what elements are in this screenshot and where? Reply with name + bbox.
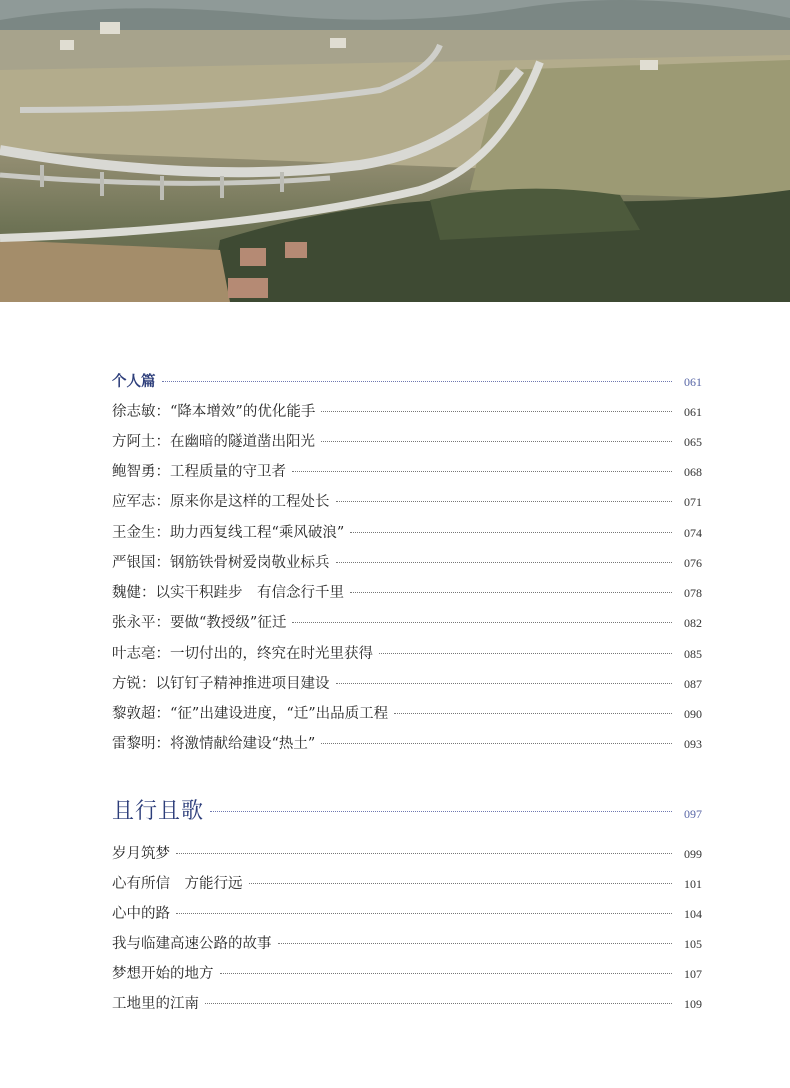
dot-leader — [292, 622, 672, 623]
entry-title: 严银国：钢筋铁骨树爱岗敬业标兵 — [112, 555, 330, 571]
dot-leader — [394, 713, 672, 714]
entry-title: 王金生：助力西复线工程“乘风破浪” — [112, 525, 345, 541]
page-number: 078 — [684, 586, 702, 600]
toc-entry[interactable] — [112, 962, 702, 984]
page-number: 107 — [684, 967, 702, 981]
dot-leader — [321, 743, 672, 744]
toc-entry[interactable] — [112, 992, 702, 1014]
dot-leader — [176, 913, 672, 914]
aerial-highway-photo — [0, 0, 790, 302]
dot-leader — [321, 441, 672, 442]
page-number: 097 — [684, 807, 702, 821]
dot-leader — [220, 973, 673, 974]
page-number: 090 — [684, 707, 702, 721]
toc-entry[interactable] — [112, 460, 702, 482]
dot-leader — [336, 683, 673, 684]
entry-title: 徐志敏：“降本增效”的优化能手 — [112, 404, 316, 420]
dot-leader — [210, 811, 672, 812]
toc-entry[interactable] — [112, 581, 702, 603]
page-number: 093 — [684, 737, 702, 751]
entry-title: 方阿土：在幽暗的隧道凿出阳光 — [112, 434, 315, 450]
page-number: 099 — [684, 847, 702, 861]
entry-title: 黎敦超：“征”出建设进度，“迁”出品质工程 — [112, 706, 389, 722]
page-number: 085 — [684, 647, 702, 661]
entry-title: 心有所信 方能行远 — [112, 876, 243, 892]
part-title: 且行且歌 — [112, 799, 205, 824]
page-number: 105 — [684, 937, 702, 951]
entry-title: 应军志：原来你是这样的工程处长 — [112, 494, 330, 510]
toc-entry[interactable] — [112, 672, 702, 694]
entry-title: 岁月筑梦 — [112, 846, 170, 862]
entry-title: 叶志亳：一切付出的，终究在时光里获得 — [112, 646, 373, 662]
toc-entry[interactable] — [112, 642, 702, 664]
entry-title: 心中的路 — [112, 906, 170, 922]
entry-title: 方锐：以钉钉子精神推进项目建设 — [112, 676, 330, 692]
entry-title: 鲍智勇：工程质量的守卫者 — [112, 464, 286, 480]
toc-entry[interactable] — [112, 702, 702, 724]
page-number: 082 — [684, 616, 702, 630]
dot-leader — [205, 1003, 672, 1004]
page-number: 101 — [684, 877, 702, 891]
entry-title: 魏健：以实干积跬步 有信念行千里 — [112, 585, 344, 601]
toc-section-header[interactable] — [112, 370, 702, 392]
dot-leader — [278, 943, 673, 944]
entry-title: 我与临建高速公路的故事 — [112, 936, 272, 952]
toc-entry[interactable] — [112, 611, 702, 633]
toc-entry[interactable] — [112, 400, 702, 422]
dot-leader — [336, 562, 673, 563]
dot-leader — [350, 532, 672, 533]
page-number: 076 — [684, 556, 702, 570]
dot-leader — [379, 653, 672, 654]
toc-entry[interactable] — [112, 732, 702, 754]
entry-title: 张永平：要做“教授级”征迁 — [112, 615, 287, 631]
dot-leader — [176, 853, 672, 854]
toc-entry[interactable] — [112, 872, 702, 894]
toc-entry[interactable] — [112, 932, 702, 954]
page-number: 104 — [684, 907, 702, 921]
page-number: 087 — [684, 677, 702, 691]
page-number: 061 — [684, 405, 702, 419]
page-number: 061 — [684, 375, 702, 389]
toc-entry[interactable] — [112, 490, 702, 512]
page-number: 065 — [684, 435, 702, 449]
toc-entry[interactable] — [112, 551, 702, 573]
page-number: 109 — [684, 997, 702, 1011]
toc-part-header[interactable] — [112, 794, 702, 824]
dot-leader — [292, 471, 672, 472]
page-number: 074 — [684, 526, 702, 540]
dot-leader — [350, 592, 672, 593]
section-title: 个人篇 — [112, 373, 156, 390]
toc-entry[interactable] — [112, 902, 702, 924]
toc-entry[interactable] — [112, 842, 702, 864]
entry-title: 雷黎明：将激情献给建设“热土” — [112, 736, 316, 752]
dot-leader — [249, 883, 673, 884]
dot-leader — [162, 381, 673, 382]
entry-title: 工地里的江南 — [112, 996, 199, 1012]
page-number: 068 — [684, 465, 702, 479]
toc-entry[interactable] — [112, 430, 702, 452]
entry-title: 梦想开始的地方 — [112, 966, 214, 982]
dot-leader — [321, 411, 672, 412]
dot-leader — [336, 501, 673, 502]
toc-entry[interactable] — [112, 521, 702, 543]
page-number: 071 — [684, 495, 702, 509]
